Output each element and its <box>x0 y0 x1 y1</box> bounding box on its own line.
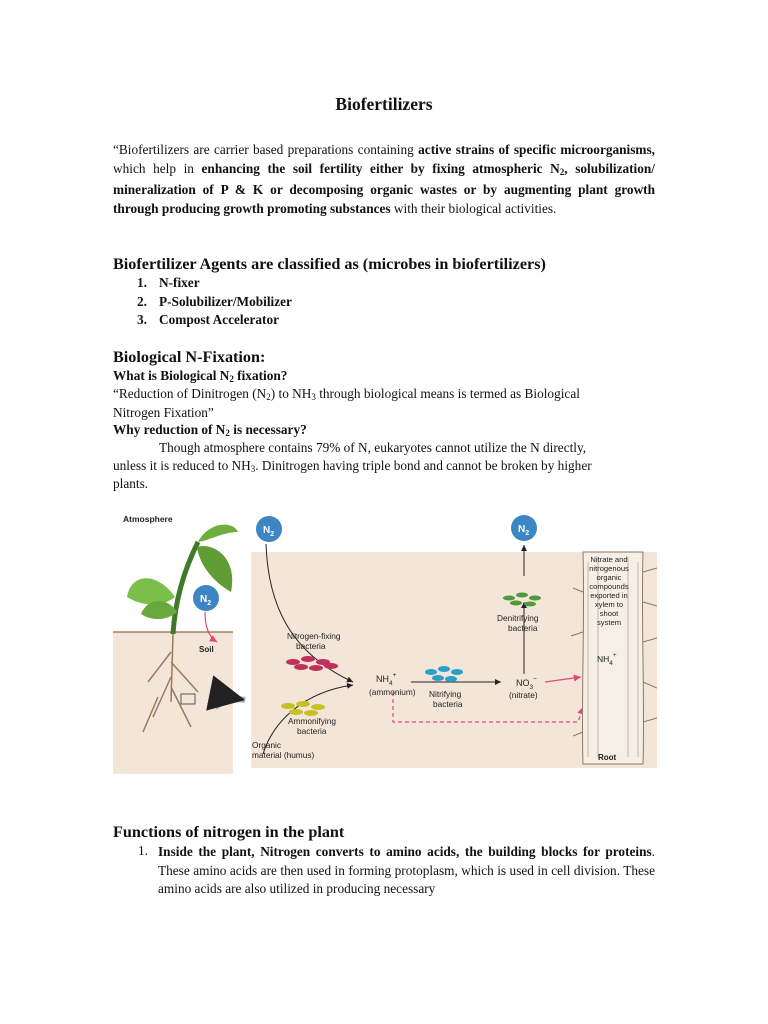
denitrifying-label: Denitrifying bacteria <box>497 613 539 633</box>
intro-sub: 2 <box>559 166 565 177</box>
intro-bold-1: active strains of specific microorganisms, <box>418 142 655 157</box>
svg-text:xylem to: xylem to <box>594 600 624 609</box>
fn1-number: 1. <box>138 843 148 858</box>
list-item <box>113 275 292 294</box>
root-label: Root <box>598 753 617 762</box>
list-number: 3. <box>137 312 147 327</box>
def-a: “Reduction of Dinitrogen (N <box>113 386 267 401</box>
q1-sub: 2 <box>229 374 234 384</box>
ans-c: . Dinitrogen having triple bond and cannot be broken by higher <box>255 458 592 473</box>
answer-line-1: Though atmosphere contains 79% of N, eukaryotes cannot utilize the N directly, <box>159 440 587 455</box>
question-2 <box>113 422 307 438</box>
nitrogen-cycle-figure <box>113 502 657 774</box>
intro-text-2: which help in <box>113 160 202 176</box>
list-label: P-Solubilizer/Mobilizer <box>159 293 292 309</box>
q2-sub: 2 <box>225 428 230 438</box>
q1-text-end: fixation? <box>233 368 288 383</box>
bnf-heading: Biological N-Fixation: <box>113 348 266 366</box>
svg-text:system: system <box>596 618 622 627</box>
list-number: 1. <box>137 275 147 290</box>
fn1-rest: . These amino acids are then used in forming protoplasm, which is used in cell division. These amino acids are also utilized in producing necessary <box>158 844 655 897</box>
nitrifying-label: Nitrifying bacteria <box>429 689 463 709</box>
list-label: N-fixer <box>159 275 200 290</box>
organic-material-label: Organic material (humus) <box>252 740 315 760</box>
svg-text:shoot: shoot <box>599 609 619 618</box>
intro-paragraph <box>113 141 655 218</box>
fn1-text <box>158 843 655 899</box>
def-sub1: 2 <box>266 392 271 402</box>
n2-label-2: $N_2$ <box>200 594 212 607</box>
def-sub2: 3 <box>311 392 316 402</box>
n2-label-3: $N_2$ <box>518 524 530 537</box>
ammonium-label: (ammonium) <box>369 687 416 697</box>
xylem-nh4-label: $NH_4^+$ <box>597 652 617 667</box>
svg-text:organic: organic <box>596 573 622 582</box>
intro-bold-2a: enhancing the soil fertility either by fixing atmospheric N <box>201 160 560 176</box>
list-label: Compost Accelerator <box>159 312 279 327</box>
q2-text: Why reduction of N <box>113 422 226 437</box>
list-number: 2. <box>137 293 147 309</box>
agents-heading: Biofertilizer Agents are classified as (microbes in biofertilizers) <box>113 255 546 273</box>
answer-line-3: plants. <box>113 476 149 491</box>
intro-text-3: with their biological activities. <box>390 200 557 216</box>
nh4-label: $NH_4^+$ <box>376 672 397 687</box>
intro-text-1: “Biofertilizers are carrier based preparations containing <box>113 142 419 157</box>
q1-text: What is Biological N <box>113 368 230 383</box>
atmosphere-label: Atmosphere <box>123 514 173 524</box>
list-item <box>113 312 292 331</box>
list-item <box>113 294 292 313</box>
intro-bold-2b: , solubilization/ mineralization of P & K or decomposing organic wastes or by augmenting plant growth through producing growth promoting substances <box>113 160 655 216</box>
agents-list <box>113 275 292 331</box>
page-title: Biofertilizers <box>335 94 433 114</box>
q2-text-end: is necessary? <box>229 422 307 437</box>
ammonifying-label: Ammonifying bacteria <box>288 716 336 736</box>
def-b: ) to NH <box>270 386 312 401</box>
fn1-bold: Inside the plant, Nitrogen converts to amino acids, the building blocks for proteins <box>158 844 652 859</box>
nitrate-label: (nitrate) <box>509 690 538 700</box>
no3-label: $NO_3^-$ <box>516 676 537 691</box>
svg-text:exported in: exported in <box>590 591 628 600</box>
ans-b: unless it is reduced to NH <box>113 458 251 473</box>
soil-label: Soil <box>199 645 214 654</box>
functions-heading: Functions of nitrogen in the plant <box>113 823 345 841</box>
n-fixing-label: Nitrogen-fixing bacteria <box>287 631 341 651</box>
svg-text:nitrogenous: nitrogenous <box>589 564 629 573</box>
def-c: through biological means is termed as Biological <box>315 386 580 401</box>
question-1 <box>113 368 287 384</box>
definition-line-2: Nitrogen Fixation” <box>113 405 214 420</box>
svg-text:Nitrate and: Nitrate and <box>590 555 628 564</box>
svg-text:compounds: compounds <box>589 582 629 591</box>
ans-sub: 3 <box>250 464 256 474</box>
n2-label-1: $N_2$ <box>263 525 275 538</box>
